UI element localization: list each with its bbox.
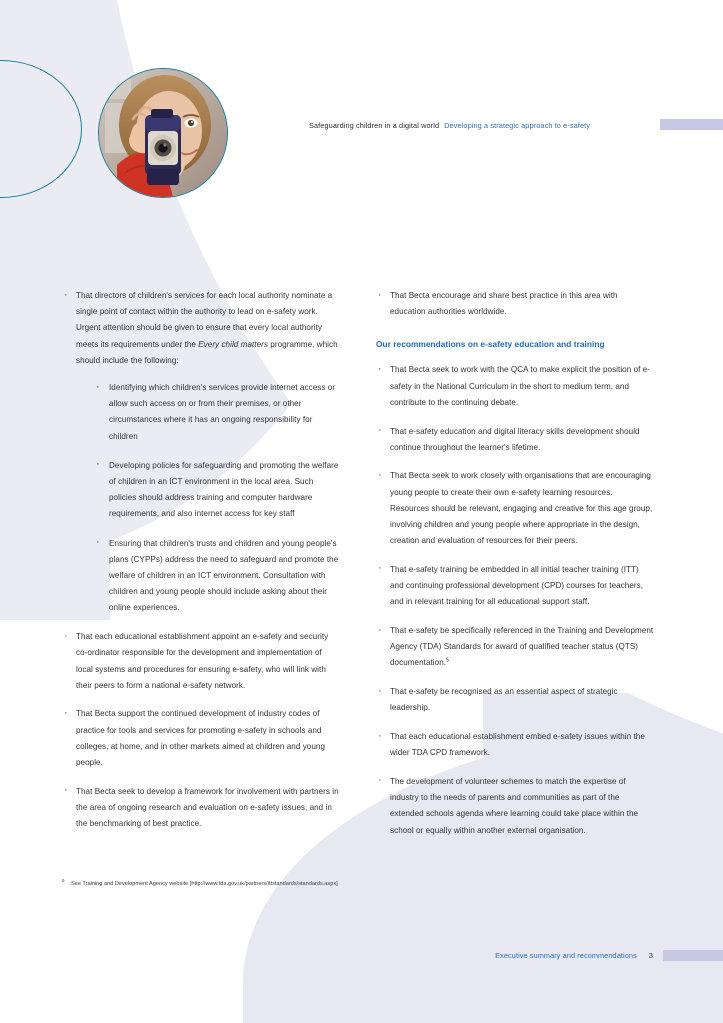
right-column: [376, 288, 654, 851]
list-item: · That Becta seek to work with the QCA to make explicit the position of e-safety in the National Curriculum in the short to medium term, and contribute to the continuing debate.: [376, 362, 654, 411]
page-number: 3: [648, 951, 653, 960]
list-item: · Developing policies for safeguarding and promoting the welfare of children in an ICT environment in the local area. Such policies should address training and computer hardware requirements, and also internet access for key staff: [94, 458, 340, 523]
footnote-text: See Training and Development Agency website [http://www.tda.gov.uk/partners/ittstandards/standards.aspx]: [71, 881, 338, 887]
footer-accent-bar: [663, 950, 723, 961]
list-item: · That e-safety education and digital literacy skills development should continue throughout the learner's lifetime.: [376, 424, 654, 456]
page-footer: [495, 950, 723, 961]
list-item: [62, 288, 340, 617]
section-heading: Our recommendations on e-safety education and training: [376, 339, 605, 350]
list-item: · That Becta seek to work closely with organisations that are encouraging young people to create their own e-safety learning resources. Resources should be relevant, engaging and creative for this age group, involving children and young people where appropriate in the design, creation and evaluation of resources for their peers.: [376, 468, 654, 549]
footnote-marker: 5: [62, 878, 65, 883]
list-item: · That Becta support the continued development of industry codes of practice for tools and services for promoting e-safety in schools and colleges, at home, and in other markets aimed at children and young people.: [62, 706, 340, 771]
bullet-text-after-italic: programme, which should include the following:: [76, 339, 338, 365]
bullet-text-before-italic: That directors of children's services for each local authority nominate a single point of contact within the authority to lead on e-safety work. Urgent attention should be given to ensure that every local authority meets its requirements under the: [76, 291, 333, 349]
child-holding-camera-photo: [98, 68, 228, 198]
list-item: · That each educational establishment appoint an e-safety and security co-ordinator responsible for the development and implementation of local systems and procedures for ensuring e-safety, who will link with their peers to form a national e-safety network.: [62, 629, 340, 694]
list-item: · That each educational establishment embed e-safety issues within the wider TDA CPD framework.: [376, 729, 654, 761]
list-item: · That e-safety training be embedded in all initial teacher training (ITT) and continuing professional development (CPD) courses for teachers, and in relevant training for all educational support staff.: [376, 562, 654, 611]
footnote-reference-marker[interactable]: 5: [446, 657, 450, 664]
list-item: · Identifying which children's services provide internet access or allow such access on or from their premises, or other circumstances where it has an ongoing responsibility for children: [94, 380, 340, 445]
running-head-title: Safeguarding children in a digital world: [309, 121, 440, 130]
footnote: [62, 880, 622, 889]
footer-section-label: Executive summary and recommendations: [495, 951, 637, 960]
header-accent-bar: [660, 119, 723, 130]
list-item: · That Becta seek to develop a framework for involvement with partners in the area of ongoing research and evaluation on e-safety issues, and in the benchmarking of best practice.: [62, 784, 340, 833]
right-column-bullet-list: [376, 362, 654, 838]
list-item: · That Becta encourage and share best practice in this area with education authorities worldwide.: [376, 288, 654, 320]
running-head: [309, 121, 590, 130]
running-head-subtitle: Developing a strategic approach to e-safety: [444, 121, 591, 130]
list-item: · The development of volunteer schemes to match the expertise of industry to the needs of parents and communities as part of the extended schools agenda where learning could take place within the school or equally within another external organisation.: [376, 774, 654, 839]
left-column-sub-bullet-list: [76, 380, 340, 617]
list-item: [376, 623, 654, 672]
left-column: [62, 288, 340, 845]
right-column-lead-list: [376, 288, 654, 320]
bullet-text: That e-safety be specifically referenced in the Training and Development Agency (TDA) Standards for award of qualified teacher status (QTS) documentation.: [390, 626, 654, 668]
list-item: · That e-safety be recognised as an essential aspect of strategic leadership.: [376, 684, 654, 716]
bullet-italic-title: Every child matters: [198, 339, 268, 349]
list-item: · Ensuring that children's trusts and children and young people's plans (CYPPs) address the need to safeguard and promote the welfare of children in an ICT environment. Consultation with children and young people should include asking about their online experiences.: [94, 536, 340, 617]
left-column-bullet-list: [62, 288, 340, 832]
